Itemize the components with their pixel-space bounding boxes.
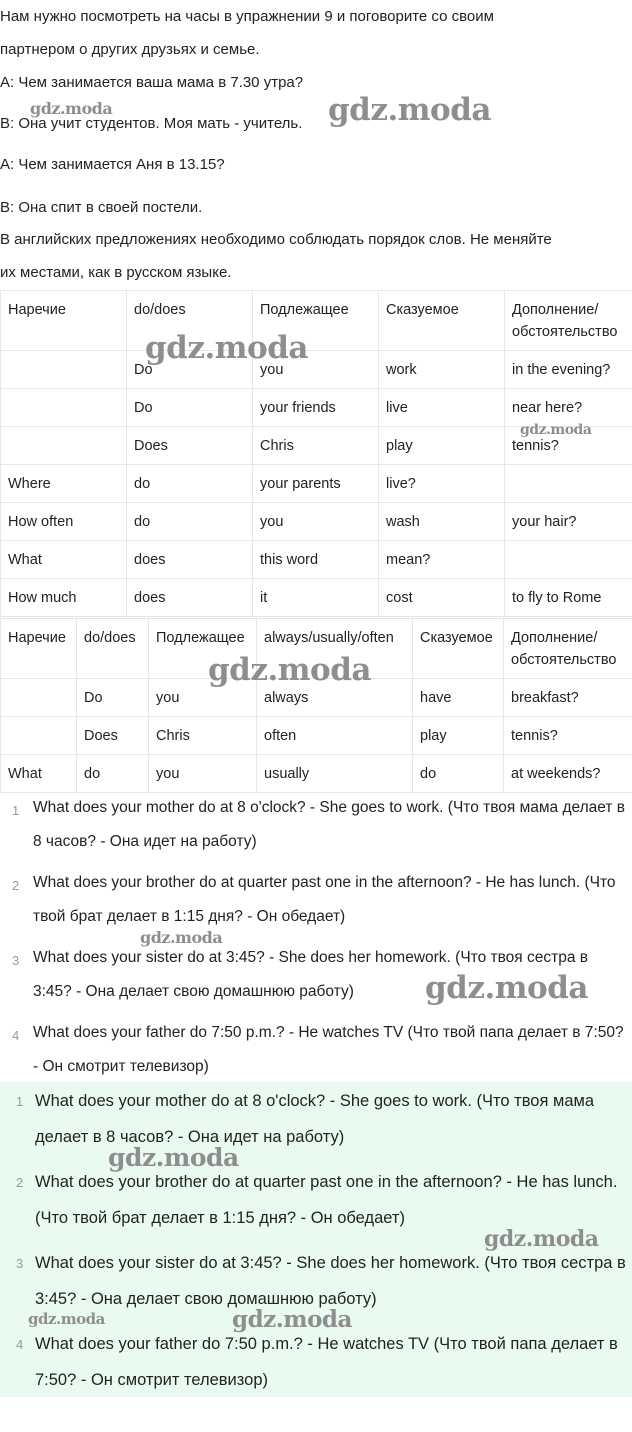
table-cell: you xyxy=(253,503,379,541)
table-cell xyxy=(1,427,127,465)
table-cell: Where xyxy=(1,465,127,503)
table-cell: cost xyxy=(379,579,505,617)
list-item-text: What does your father do 7:50 p.m.? - He watches TV (Что твой папа делает в 7:50? - Он смотрит телевизор) xyxy=(35,1335,618,1389)
table-header-row xyxy=(1,291,632,351)
table-header-cell: Сказуемое xyxy=(413,619,504,679)
list-number: 4 xyxy=(12,1028,20,1043)
table-header-cell: Наречие xyxy=(1,619,77,679)
intro-line-8: их местами, как в русском языке. xyxy=(0,264,232,281)
table-cell: Do xyxy=(77,679,149,717)
table-cell: Does xyxy=(77,717,149,755)
table-row xyxy=(1,579,632,617)
intro-line-3: А: Чем занимается ваша мама в 7.30 утра? xyxy=(0,74,304,91)
table-row xyxy=(1,351,632,389)
table-cell: Chris xyxy=(149,717,257,755)
table-cell xyxy=(1,717,77,755)
list-number: 1 xyxy=(16,1094,24,1109)
intro-line-4: В: Она учит студентов. Моя мать - учитель. xyxy=(0,115,303,132)
watermark: gdz.moda xyxy=(232,1306,352,1333)
table-cell xyxy=(1,389,127,427)
table-cell: play xyxy=(413,717,504,755)
table-header-cell: do/does xyxy=(77,619,149,679)
table-cell: have xyxy=(413,679,504,717)
table-cell: Chris xyxy=(253,427,379,465)
table-cell: does xyxy=(127,579,253,617)
table-cell xyxy=(505,541,632,579)
table-cell: play xyxy=(379,427,505,465)
intro-line-1: Нам нужно посмотреть на часы в упражнении 9 и поговорите со своим xyxy=(0,8,494,25)
table-cell: Do xyxy=(127,389,253,427)
table-cell xyxy=(505,465,632,503)
table-cell: to fly to Rome xyxy=(505,579,632,617)
table-cell: What xyxy=(1,755,77,793)
table-cell: you xyxy=(253,351,379,389)
table-cell: How often xyxy=(1,503,127,541)
watermark: gdz.moda xyxy=(30,99,113,118)
table-cell: this word xyxy=(253,541,379,579)
table-cell: live xyxy=(379,389,505,427)
table-cell xyxy=(1,679,77,717)
table-header-cell: Сказуемое xyxy=(379,291,505,351)
table-row xyxy=(1,465,632,503)
table-cell: live? xyxy=(379,465,505,503)
table-cell: mean? xyxy=(379,541,505,579)
table-row xyxy=(1,389,632,427)
table-cell: in the evening? xyxy=(505,351,632,389)
watermark: gdz.moda xyxy=(484,1226,599,1252)
intro-line-7: В английских предложениях необходимо соблюдать порядок слов. Не меняйте xyxy=(0,231,552,248)
word-order-table-2 xyxy=(0,618,632,793)
table-row xyxy=(1,755,632,793)
table-cell: How much xyxy=(1,579,127,617)
table-header-cell: Подлежащее xyxy=(253,291,379,351)
table-header-cell: Дополнение/ обстоятельство xyxy=(504,619,632,679)
intro-line-6: В: Она спит в своей постели. xyxy=(0,199,203,216)
watermark: gdz.moda xyxy=(108,1143,239,1172)
table-header-cell: do/does xyxy=(127,291,253,351)
table-cell: breakfast? xyxy=(504,679,632,717)
list-item-text: What does your brother do at quarter past one in the afternoon? - He has lunch. (Что твой брат делает в 1:15 дня? - Он обедает) xyxy=(33,874,616,925)
watermark: gdz.moda xyxy=(140,928,223,947)
table-cell: do xyxy=(127,503,253,541)
table-cell: Do xyxy=(127,351,253,389)
intro-line-2: партнером о других друзьях и семье. xyxy=(0,41,260,58)
table-cell: do xyxy=(127,465,253,503)
list-number: 2 xyxy=(12,878,20,893)
table-cell: your friends xyxy=(253,389,379,427)
watermark: gdz.moda xyxy=(425,970,588,1006)
table-cell: you xyxy=(149,755,257,793)
table-cell: usually xyxy=(257,755,413,793)
table-cell: you xyxy=(149,679,257,717)
list-number: 1 xyxy=(12,803,20,818)
list-item-text: What does your sister do at 3:45? - She does her homework. (Что твоя сестра в 3:45? - Она делает свою домашнюю работу) xyxy=(35,1254,626,1308)
table-header-cell: Дополнение/ обстоятельство xyxy=(505,291,632,351)
list-item-text: What does your father do 7:50 p.m.? - He watches TV (Что твой папа делает в 7:50? - Он смотрит телевизор) xyxy=(33,1024,624,1075)
intro-line-5: А: Чем занимается Аня в 13.15? xyxy=(0,156,225,173)
table-cell: Does xyxy=(127,427,253,465)
watermark: gdz.moda xyxy=(328,92,491,128)
watermark: gdz.moda xyxy=(208,652,371,688)
table-cell: work xyxy=(379,351,505,389)
table-header-cell: Подлежащее xyxy=(149,619,257,679)
table-cell: does xyxy=(127,541,253,579)
table-cell: do xyxy=(77,755,149,793)
table-cell: your hair? xyxy=(505,503,632,541)
word-order-table-1 xyxy=(0,290,632,617)
list-number: 2 xyxy=(16,1175,24,1190)
table-cell: often xyxy=(257,717,413,755)
list-item-text: What does your sister do at 3:45? - She does her homework. (Что твоя сестра в 3:45? - Она делает свою домашнюю работу) xyxy=(33,949,588,1000)
list-item-text: What does your mother do at 8 o'clock? - She goes to work. (Что твоя мама делает в 8 часов? - Она идет на работу) xyxy=(33,799,626,850)
table-header-cell: Наречие xyxy=(1,291,127,351)
list-number: 4 xyxy=(16,1337,24,1352)
table-cell: What xyxy=(1,541,127,579)
table-cell: tennis? xyxy=(505,427,632,465)
table-cell: always xyxy=(257,679,413,717)
table-cell: tennis? xyxy=(504,717,632,755)
table-header-cell: always/usually/often xyxy=(257,619,413,679)
table-cell: it xyxy=(253,579,379,617)
table-cell: near here? xyxy=(505,389,632,427)
table-cell: at weekends? xyxy=(504,755,632,793)
table-row xyxy=(1,541,632,579)
table-cell xyxy=(1,351,127,389)
watermark: gdz.moda xyxy=(145,330,308,366)
table-row xyxy=(1,503,632,541)
table-cell: your parents xyxy=(253,465,379,503)
list-number: 3 xyxy=(16,1256,24,1271)
list-item-text: What does your mother do at 8 o'clock? - She goes to work. (Что твоя мама делает в 8 часов? - Она идет на работу) xyxy=(35,1092,595,1146)
table-cell: do xyxy=(413,755,504,793)
list-item-text: What does your brother do at quarter past one in the afternoon? - He has lunch. (Что твой брат делает в 1:15 дня? - Он обедает) xyxy=(35,1173,618,1227)
table-row xyxy=(1,717,632,755)
table-cell: wash xyxy=(379,503,505,541)
list-number: 3 xyxy=(12,953,20,968)
watermark: gdz.moda xyxy=(28,1310,105,1328)
watermark: gdz.moda xyxy=(520,422,592,438)
